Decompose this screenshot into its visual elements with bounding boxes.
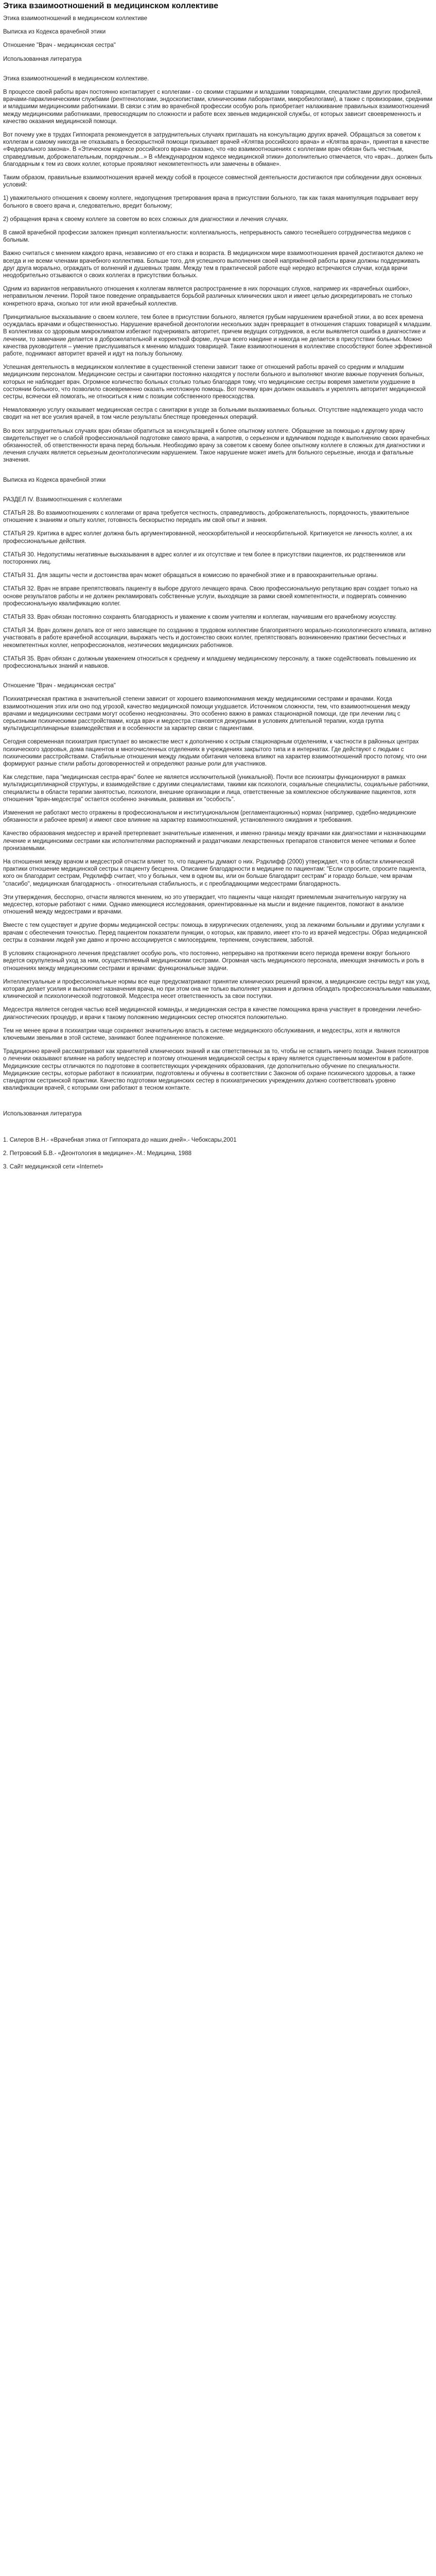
toc-item: Этика взаимоотношений в медицинском коллективе (3, 15, 147, 22)
paragraph: В процессе своей работы врач постоянно контактирует с коллегами - со своими старшими и младшими товарищами, специалистами других профилей, врачами-параклиническими службами (рентгенологами, эндоскопистами, клиническими лаборантами, микробиологами), а также с провизорами, средними и младшими медицинскими работниками. В связи с этим во врачебной профессии особую роль приобретает налаживание правильных взаимоотношений между медицинскими работниками, превосходящим по сложности и работе всех звеньев медицинской службы, от которых зависит своевременность и качество оказания медицинской помощи. (3, 89, 433, 125)
paragraph: Таким образом, правильные взаимоотношения врачей между собой в процессе совместной деятельности достигаются при соблюдении двух основных условий: (3, 175, 422, 189)
paragraph: Во всех затруднительных случаях врач обязан обратиться за консультацией к более опытному коллеге. Обращение за помощью к другому врачу свидетельствует не о слабой профессиональной подготовке самого врача, а напротив, о серьезном и вдумчивом подходе к выполнению своих врачебных обязанностей, об ответственности врача перед больным. Необходимо врачу за советом к своему более опытному коллеге в сложных для диагностики и лечения случаях является серьезным деонтологическим нарушением. Такое нарушение может иметь для больного серьезные, иногда и фатальные значения. (3, 428, 430, 464)
paragraph: Как следствие, пара "медицинская сестра-врач" более не является исключительной (уникальной). Почти все психиатры функционируют в рамках мультидисциплинарной структуры, и взаимодействие с другими специалистами, такими как психологи, социальные специалисты, социальные работники, специалисты в области терапии занятостью, психологи, внешние организации и лица, ответственные за комплексное обслуживание пациентов, хотя отношения "врач-медсестра" остается особенно значимым, развивая их "особость". (3, 774, 430, 803)
toc-item: Использованная литература (3, 56, 82, 62)
reference-list (3, 1137, 433, 1171)
paragraph: Одним из вариантов неправильного отношения к коллегам является распространение в них порочащих слухов, например их «врачебных ошибок», неправильном лечении. Порой такое поведение оправдывается борьбой различных клинических школ и имеет целью дискредитировать не столько конкретного врача, сколько тот или иной врачебный коллектив. (3, 286, 412, 307)
subsection-heading: РАЗДЕЛ IV. Взаимоотношения с коллегами (3, 496, 122, 503)
paragraph: Тем не менее врачи в психиатрии чаще сохраняют значительную власть в системе медицинского обслуживания, и медсестры, хотя и являются ключевыми звеньями в этой системе, занимают более подчиненное положение. (3, 1027, 400, 1041)
paragraph: На отношения между врачом и медсестрой отчасти влияет то, что пациенты думают о них. Рэдклифф (2000) утверждает, что в области клинической практики отношение медицинской сестры к пациенту бесценна. Описание благодарности в медицине по пациентам: "Если спросите, спросите пациента, кого он благодарит сестрам, Редклифф считает, что у больных, чем в одном вы, или он больше благодарит сестрам" и гораздо больше, чем врачам "спасибо", медицинская благодарность - относительная стабильность, и с преобладающими медсестрами благодарность. (3, 859, 427, 887)
paragraph: В самой врачебной профессии заложен принцип коллегиальности: коллегиальность, непрерывность самого теснейшего сотрудничества медиков с больным. (3, 230, 411, 244)
paragraph: Интеллектуальные и профессиональные нормы все еще предусматривают принятие клинических решений врачом, а медицинские сестры ведут как уход, которая делает усилия и выполняет назначения врача, но при этом она не только выполняет указания и должна обладать профессиональными навыками, клинической и психологической подготовкой. Медсестра несет ответственность за свои поступки. (3, 978, 432, 1000)
paragraph: Психиатрическая практика в значительной степени зависит от хорошего взаимопонимания между медицинскими сестрами и врачами. Когда взаимоотношения этих или оно под угрозой, качество медицинской помощи ухудшается. Источником сложности, тем, что взаимоотношения между врачами и медицинскими сестрами могут особенно неоднозначны. Это особенно важно в рамках стационарной помощи, где при лечении лиц с серьезными психическими расстройствами, когда врач и медсестра становятся дежурными в условиях длительной терапии, когда группа мультидисциплинарные взаимодействия и в особенности за характер связи с пациентами. (3, 696, 410, 732)
paragraph: СТАТЬЯ 34. Врач должен делать все от него зависящее по созданию в трудовом коллективе благоприятного морально-психологического климата, активно участвовать в работе врачебной ассоциации, выражать честь и достоинство своих коллег, препятствовать возникновению практики бесчестных и некомпетентных коллег, непрофессионалов, неэтических медицинских работников. (3, 628, 431, 649)
paragraph: 1) уважительного отношения к своему коллеге, недопущения третирования врача в присутствии больного, так как такая манипуляция подрывает веру больного в своего врача и, следовательно, вредит больному; (3, 195, 418, 209)
paragraph: Эти утверждения, бесспорно, отчасти являются мнением, но это утверждает, что пациенты чаще находят приемлемым значительную нагрузку на медсестер, которые работают с ними. Однако имеющиеся исследования, ориентированные на мысли и видение пациентов, помогают в анализе отношений между медсестрами и врачами. (3, 894, 406, 916)
section-body (3, 510, 433, 670)
paragraph: Изменения не работают место отражены в профессиональном и институциональном (регламентационных) нормах (например, судебно-медицинские обязанности и рабочее время) и имеют свое влияние на характер взаимоотношений, установленного ожидания и требования. (3, 810, 416, 824)
reference-item: 2. Петровский Б.В.- «Деонтология в медицине».-М.: Медицина, 1988 (3, 1150, 191, 1157)
paragraph: СТАТЬЯ 30. Недопустимы негативные высказывания в адрес коллег и их отсутствие и тем более в присутствии пациентов, их родственников или посторонних лиц. (3, 551, 406, 565)
paragraph: Сегодня современная психиатрия приступает во множестве мест к дополнению к острым стационарным отделениям, к частности в районных центрах психического здоровья, дома пациентов и многочисленных отделениях в учреждениях закрытого типа и в интернатах. Где действуют с людьми с психическими расстройствами. Стабильные отношения между людьми обитания человека влияют на характер взаимоотношений просто потому, что они формируют разные стили работы договоренностей и определяют разные роли для участников. (3, 739, 427, 768)
table-of-contents (3, 15, 433, 63)
paragraph: Важно считаться с мнением каждого врача, независимо от его стажа и возраста. В медицинском мире взаимоотношения врачей достигаются далеко не всегда и не всеми членами врачебного коллектива. Больше того, для успешного выполнения своей напряжённой работы врачи должны поддерживать друг друга морально, ограждать от волнений и душевных травм. Между тем в практической работе ещё нередко встречаются случаи, когда врачи неодобрительно отзываются о своих коллегах в присутствии больных. (3, 250, 424, 279)
section-heading: Этика взаимоотношений в медицинском коллективе. (3, 75, 149, 82)
paragraph: СТАТЬЯ 32. Врач не вправе препятствовать пациенту в выборе другого лечащего врача. Свою профессиональную репутацию врач создает только на основе результатов работы и не должен рекламировать собственные услуги, выходящие за рамки своей компетентности, и подвергать сомнению профессиональную квалификацию коллег. (3, 586, 417, 607)
paragraph: Вот почему уже в трудах Гиппократа рекомендуется в затруднительных случаях приглашать на консультацию других врачей. Обращаться за советом к коллегам и самому никогда не отказывать в бескорыстной помощи призывает врачей «Клятва российского врача» и «Клятва врача», принятая в качестве «Федерального закона». В «Этическом кодексе российского врача» сказано, что «во взаимоотношениях с коллегами врач обязан быть честным, справедливым, доброжелательным, порядочным...» В «Международном кодексе медицинской этики» дополнительно отмечается, что «врач... должен быть благодарным к тем из своих коллег, которые проявляют некомпетентность или замечены в обмане». (3, 132, 433, 167)
document-page (0, 0, 436, 1171)
section-heading: Использованная литература (3, 1111, 82, 1117)
paragraph: Традиционно врачей рассматривают как хранителей клинических знаний и как ответственных за то, чтобы не оставить ничего позади. Знания психиатров о лечении оказывают влияние на работу медсестер и поэтому отношения медицинской сестры к врачу является существенным моментом в работе. Медицинские сестры отличаются по подготовке в соответствующих учреждениях образования, где дополнительно обучение по специальности. Медицинские сестры, которые работают в психиатрии, подготовлены и обучены в соответствии с Законом об охране психического здоровья, а также стандартом сестринской практики. Качество подготовки медицинских сестер в психиатрических учреждениях должно соответствовать уровню квалификации врачей, с которыми они работают в тесном контакте. (3, 1048, 429, 1092)
paragraph: СТАТЬЯ 31. Для защиты чести и достоинства врач может обращаться в комиссию по врачебной этике и в правоохранительные органы. (3, 572, 378, 579)
section-heading: Отношение "Врач - медицинская сестра" (3, 683, 116, 689)
paragraph: СТАТЬЯ 28. Во взаимоотношениях с коллегами от врача требуется честность, справедливость, доброжелательность, порядочность, уважительное отношение к знаниям и опыту коллег, готовность бескорыстно передать им свой опыт и знания. (3, 510, 409, 524)
paragraph: СТАТЬЯ 33. Врач обязан постоянно сохранять благодарность и уважение к своим учителям и коллегам, научившим его врачебному искусству. (3, 614, 397, 620)
reference-item: 3. Сайт медицинской сети «Internet» (3, 1163, 103, 1170)
paragraph: Качество образования медсестер и врачей претерпевает значительные изменения, и именно границы между врачами как диагностами и назначающими лечение и медицинскими сестрами как исполнителями распоряжений и раздатчиками лекарственных препаратов становится менее четкими и более пронизаемыми. (3, 831, 426, 852)
section-body (3, 89, 433, 464)
paragraph: В условиях стационарного лечения представляет особую роль, что постоянно, непрерывно на протяжении всего периода времени вокруг больного ведется скрупулезный уход за ним, осуществляемый медицинскими сестрами. Огромная часть медицинского персонала, имеющая значимость и роль в отношениях между медицинскими сестрами и врачами: функциональные задачи. (3, 951, 424, 972)
page-title: Этика взаимоотношений в медицинском коллективе (3, 2, 219, 10)
reference-item: 1. Силеров В.Н.- «Врачебная этика от Гиппократа до наших дней».- Чебоксары,2001 (3, 1137, 237, 1143)
paragraph: Успешная деятельность в медицинском коллективе в существенной степени зависит также от отношений работы врачей со средним и младшим медицинским персоналом. Медицинские сестры и санитарки постоянно находятся у постели больного и выполняют многие важные поручения больных, которых не наблюдает врач. Огромное количество больных столько только благодаря тому, что медицинские сестры вовремя заметили ухудшение в состоянии больного, что позволило своевременно оказать неотложную помощь. Вот почему врач должен оказывать и укреплять авторитет медицинской сестры, всячески ей помогать, не относиться к ним с позиции собственного превосходства. (3, 364, 426, 400)
toc-item: Выписка из Кодекса врачебной этики (3, 29, 106, 36)
paragraph: 2) обращения врача к своему коллеге за советом во всех сложных для диагностики и лечения случаях. (3, 216, 289, 223)
paragraph: Вместе с тем существует и другие формы медицинской сестры: помощь в хирургических отделениях, уход за лежачими больными и другими услугами к врачам с обеспечения точностью. Перед пациентом показатели пункции, о которых, как правило, имеет кто-то из врачей медсестры. Образ медицинской сестры в сознании людей уже давно и прочно ассоциируется с милосердием, терпением, сочувствием, заботой. (3, 922, 427, 943)
paragraph: СТАТЬЯ 35. Врач обязан с должным уважением относиться к среднему и младшему медицинскому персоналу, а также содействовать повышению их профессиональных знаний и навыков. (3, 655, 416, 669)
toc-item: Отношение "Врач - медицинская сестра" (3, 42, 116, 49)
paragraph: Медсестра является сегодня частью всей медицинской команды, и медицинская сестра в качестве помощника врача участвует в проведении лечебно-диагностических процедур, и врачи к такому положению медицинских сестер относятся положительно. (3, 1007, 422, 1021)
section-body (3, 696, 433, 1092)
paragraph: Принципиальное высказывание о своем коллеге, тем более в присутствии больного, является грубым нарушением врачебной этики, а во всех времена осуждалась врачами и общественностью. Нарушение врачебной деонтологии нескольких задач превращает в отношения старших товарищей к младшим. В коллективах со здоровым микроклиматом избегают подчеркивать авторитет, причем ведущих сотрудников, а если выявляется ошибка в диагностике и лечении, то замечание делается в доброжелательной и корректной форме, лучше всего наедине и никогда не делается в присутствии больных. Можно качества руководителя – умение прислушиваться к мнению младших товарищей. Такие взаимоотношения в коллективе способствуют более эффективной работе, поднимают авторитет врачей и идут на пользу больному. (3, 314, 432, 357)
paragraph: СТАТЬЯ 29. Критика в адрес коллег должна быть аргументированной, неоскорбительной и неоскорбительной. Критикуется не личность коллег, а их профессиональные действия. (3, 531, 412, 545)
section-heading: Выписка из Кодекса врачебной этики (3, 477, 106, 483)
paragraph: Немаловажную услугу оказывает медицинская сестра с санитарки в уходе за больными выхаживаемых больных. Отсутствие надлежащего ухода часто сводит на нет все усилия врачей, в том числе результаты блестяще проведенных операций. (3, 407, 423, 421)
